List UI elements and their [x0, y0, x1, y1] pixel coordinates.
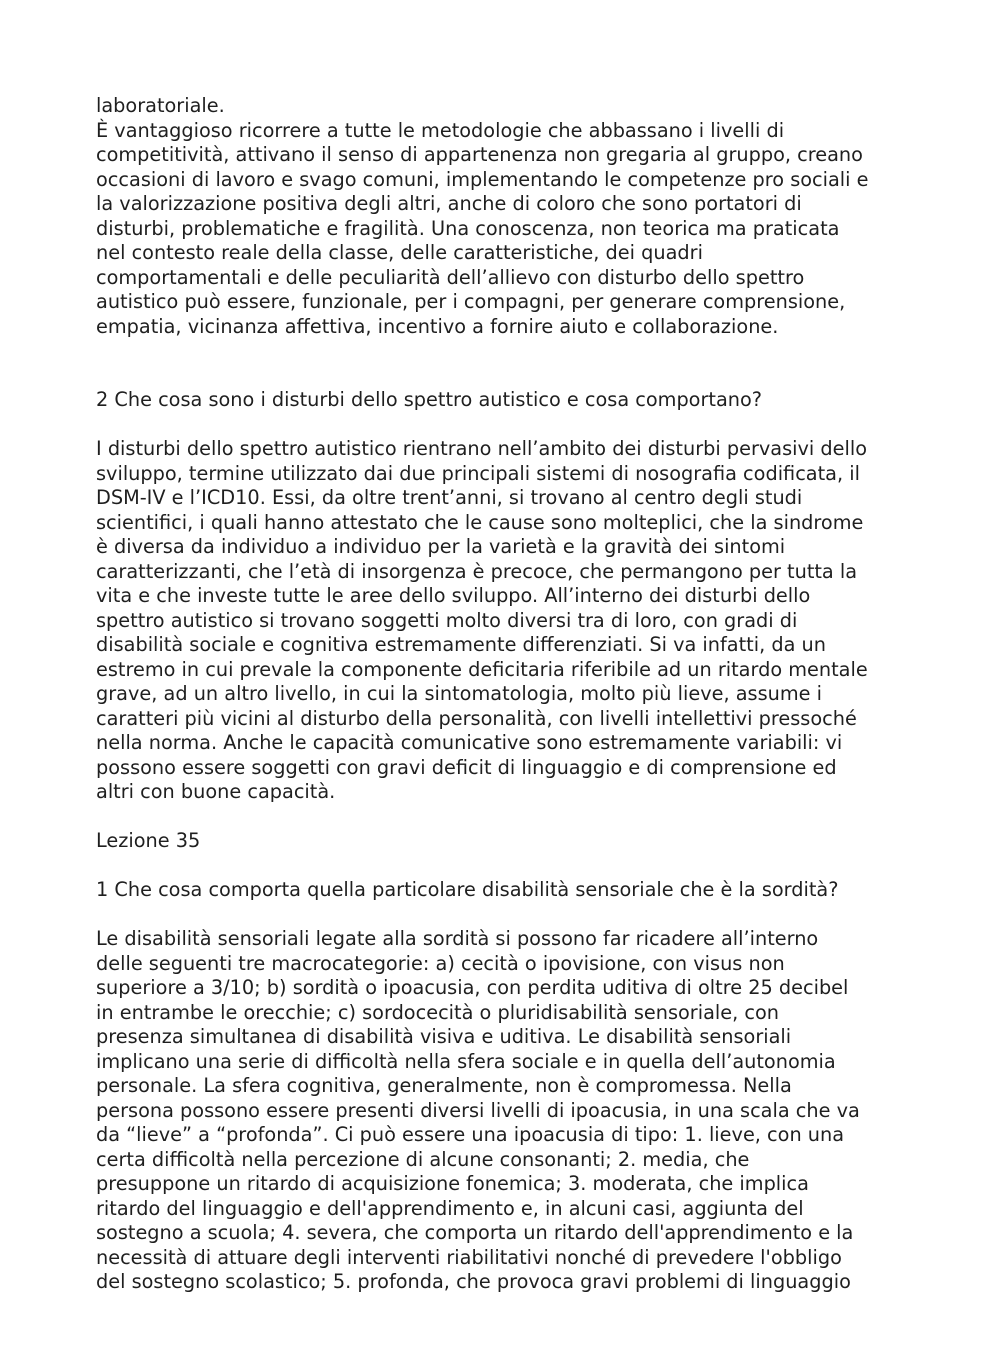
text-line: nel contesto reale della classe, delle caratteristiche, dei quadri [96, 241, 703, 264]
text-line: occasioni di lavoro e svago comuni, implementando le competenze pro sociali e [96, 167, 869, 191]
text-line: disturbi, problematiche e fragilità. Una conoscenza, non teorica ma praticata [96, 216, 840, 240]
spacer [96, 805, 916, 830]
text-line: DSM-IV e l’ICD10. Essi, da oltre trent’anni, si trovano al centro degli studi [96, 486, 803, 509]
text-line: caratteri più vicini al disturbo della personalità, con livelli intellettivi pressoché [96, 706, 857, 730]
text-line: ritardo del linguaggio e dell'apprendimento e, in alcuni casi, aggiunta del [96, 1196, 804, 1220]
text-line: estremo in cui prevale la componente deficitaria riferibile ad un ritardo mentale [96, 657, 868, 681]
spacer [96, 339, 916, 388]
text-line: È vantaggioso ricorrere a tutte le metodologie che abbassano i livelli di [96, 118, 785, 142]
text-line: possono essere soggetti con gravi deficit di linguaggio e di comprensione ed [96, 755, 837, 779]
text-line: implicano una serie di difficoltà nella sfera sociale e in quella dell’autonomia [96, 1049, 836, 1073]
text-line: laboratoriale. [96, 94, 225, 117]
paragraph-deafness [96, 927, 916, 1295]
text-line: personale. La sfera cognitiva, generalmente, non è compromessa. Nella [96, 1074, 792, 1097]
paragraph-autism [96, 437, 916, 805]
text-line: persona possono essere presenti diversi livelli di ipoacusia, in una scala che va [96, 1098, 860, 1122]
question-text: 1 Che cosa comporta quella particolare disabilità sensoriale che è la sordità? [96, 878, 839, 901]
question-text: 2 Che cosa sono i disturbi dello spettro autistico e cosa comportano? [96, 388, 763, 411]
text-line: la valorizzazione positiva degli altri, anche di coloro che sono portatori di [96, 192, 802, 215]
text-line: del sostegno scolastico; 5. profonda, che provoca gravi problemi di linguaggio [96, 1270, 851, 1293]
text-line: sviluppo, termine utilizzato dai due principali sistemi di nosografia codificata, il [96, 461, 860, 485]
text-line: presuppone un ritardo di acquisizione fonemica; 3. moderata, che implica [96, 1172, 809, 1195]
spacer [96, 413, 916, 438]
text-line: disabilità sociale e cognitiva estremamente differenziati. Si va infatti, da un [96, 633, 826, 656]
text-line: sostegno a scuola; 4. severa, che comporta un ritardo dell'apprendimento e la [96, 1221, 854, 1244]
text-line: scientifici, i quali hanno attestato che le cause sono molteplici, che la sindrome [96, 510, 864, 534]
text-line: competitività, attivano il senso di appartenenza non gregaria al gruppo, creano [96, 143, 863, 166]
question-1 [96, 878, 916, 903]
text-line: grave, ad un altro livello, in cui la sintomatologia, molto più lieve, assume i [96, 682, 822, 705]
text-line: delle seguenti tre macrocategorie: a) cecità o ipovisione, con visus non [96, 951, 785, 975]
text-line: è diversa da individuo a individuo per la varietà e la gravità dei sintomi [96, 535, 786, 558]
document-page [96, 94, 916, 1295]
text-line: presenza simultanea di disabilità visiva e uditiva. Le disabilità sensoriali [96, 1025, 792, 1048]
text-line: nella norma. Anche le capacità comunicative sono estremamente variabili: vi [96, 731, 843, 754]
text-line: comportamentali e delle peculiarità dell’allievo con disturbo dello spettro [96, 265, 805, 289]
text-line: altri con buone capacità. [96, 780, 336, 803]
paragraph-intro [96, 94, 916, 339]
question-2 [96, 388, 916, 413]
text-line: I disturbi dello spettro autistico rientrano nell’ambito dei disturbi pervasivi dello [96, 437, 868, 460]
text-line: autistico può essere, funzionale, per i compagni, per generare comprensione, [96, 290, 846, 313]
text-line: in entrambe le orecchie; c) sordocecità o pluridisabilità sensoriale, con [96, 1000, 779, 1024]
text-line: empatia, vicinanza affettiva, incentivo a fornire aiuto e collaborazione. [96, 314, 779, 338]
spacer [96, 903, 916, 928]
spacer [96, 854, 916, 879]
text-line: superiore a 3/10; b) sordità o ipoacusia, con perdita uditiva di oltre 25 decibel [96, 976, 849, 999]
lesson-title: Lezione 35 [96, 829, 201, 852]
text-line: Le disabilità sensoriali legate alla sordità si possono far ricadere all’interno [96, 927, 819, 950]
text-line: caratterizzanti, che l’età di insorgenza è precoce, che permangono per tutta la [96, 559, 858, 583]
text-line: vita e che investe tutte le aree dello sviluppo. All’interno dei disturbi dello [96, 584, 811, 607]
text-line: necessità di attuare degli interventi riabilitativi nonché di prevedere l'obbligo [96, 1245, 842, 1269]
text-line: da “lieve” a “profonda”. Ci può essere una ipoacusia di tipo: 1. lieve, con una [96, 1123, 845, 1146]
text-line: certa difficoltà nella percezione di alcune consonanti; 2. media, che [96, 1147, 750, 1171]
text-line: spettro autistico si trovano soggetti molto diversi tra di loro, con gradi di [96, 608, 798, 632]
lesson-heading [96, 829, 916, 854]
